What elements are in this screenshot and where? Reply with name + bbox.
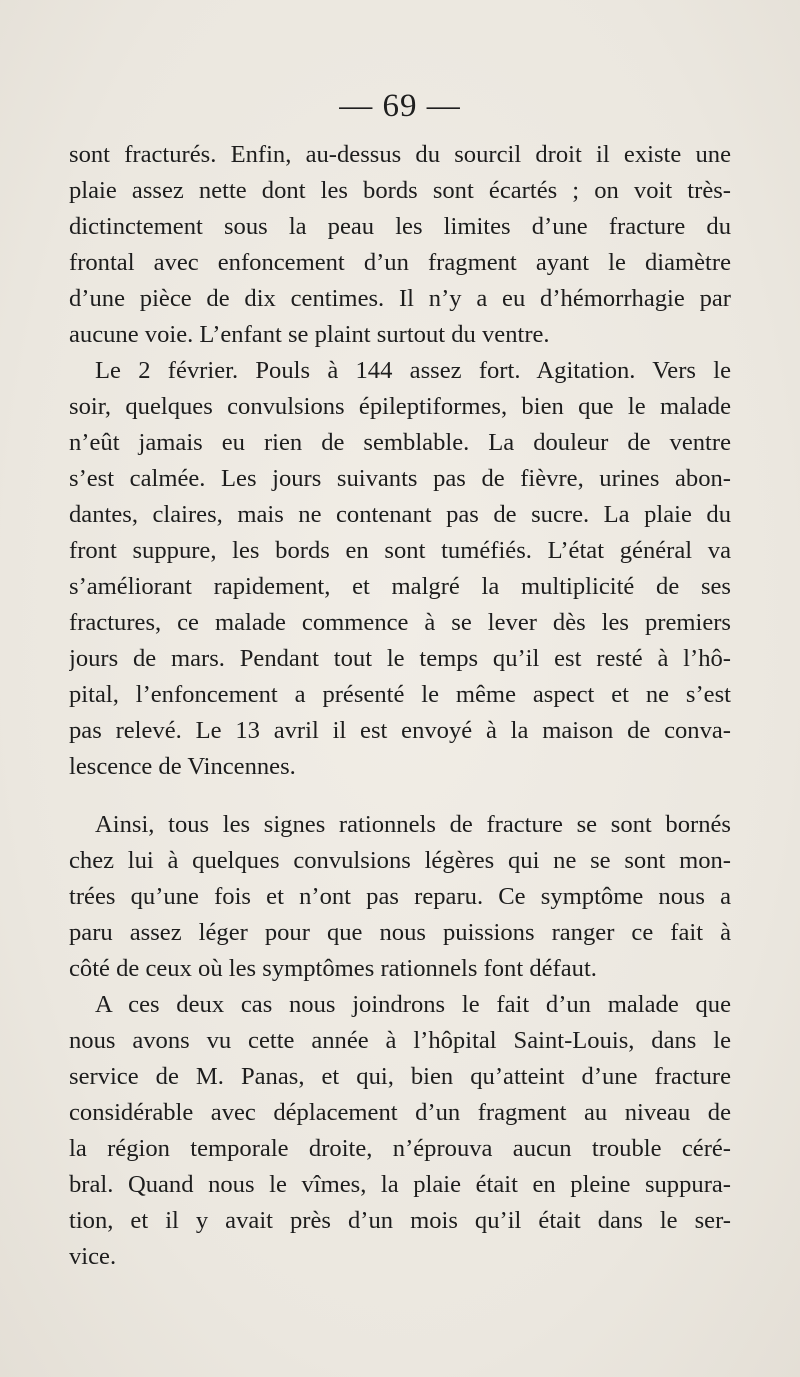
text-line: paru assez léger pour que nous puissions ranger ce fait à xyxy=(69,919,731,946)
text-line: vice. xyxy=(69,1243,117,1270)
text-line: front suppure, les bords en sont tuméfiés. L’état général va xyxy=(69,537,731,564)
text-line: s’améliorant rapidement, et malgré la multiplicité de ses xyxy=(69,573,731,600)
text-line: chez lui à quelques convulsions légères qui ne se sont mon- xyxy=(69,847,731,874)
text-line: Ainsi, tous les signes rationnels de fracture se sont bornés xyxy=(95,811,731,838)
text-line: soir, quelques convulsions épileptiformes, bien que le malade xyxy=(69,393,731,420)
text-line: considérable avec déplacement d’un fragment au niveau de xyxy=(69,1099,731,1126)
text-line: d’une pièce de dix centimes. Il n’y a eu d’hémorrhagie par xyxy=(69,285,731,312)
text-line: fractures, ce malade commence à se lever dès les premiers xyxy=(69,609,731,636)
body-text xyxy=(69,137,731,1275)
text-line: tion, et il y avait près d’un mois qu’il était dans le ser- xyxy=(69,1207,731,1234)
text-line: n’eût jamais eu rien de semblable. La douleur de ventre xyxy=(69,429,731,456)
text-line: dantes, claires, mais ne contenant pas de sucre. La plaie du xyxy=(69,501,731,528)
text-line: la région temporale droite, n’éprouva aucun trouble céré- xyxy=(69,1135,731,1162)
text-line: sont fracturés. Enfin, au-dessus du sourcil droit il existe une xyxy=(69,141,731,168)
text-line: aucune voie. L’enfant se plaint surtout du ventre. xyxy=(69,321,550,348)
text-line: nous avons vu cette année à l’hôpital Saint-Louis, dans le xyxy=(69,1027,731,1054)
text-line: jours de mars. Pendant tout le temps qu’il est resté à l’hô- xyxy=(69,645,731,672)
text-line: trées qu’une fois et n’ont pas reparu. Ce symptôme nous a xyxy=(69,883,731,910)
text-line: pital, l’enfoncement a présenté le même aspect et ne s’est xyxy=(69,681,731,708)
text-line: côté de ceux où les symptômes rationnels font défaut. xyxy=(69,955,597,982)
paragraph xyxy=(69,353,731,785)
paragraph-gap xyxy=(69,785,731,807)
text-line: pas relevé. Le 13 avril il est envoyé à la maison de conva- xyxy=(69,717,731,744)
text-line: service de M. Panas, et qui, bien qu’atteint d’une fracture xyxy=(69,1063,731,1090)
paragraph xyxy=(69,807,731,987)
text-line: A ces deux cas nous joindrons le fait d’un malade que xyxy=(95,991,731,1018)
text-line: lescence de Vincennes. xyxy=(69,753,296,780)
page-number: — 69 — xyxy=(339,88,461,124)
text-line: dictinctement sous la peau les limites d’une fracture du xyxy=(69,213,731,240)
text-line: frontal avec enfoncement d’un fragment ayant le diamètre xyxy=(69,249,731,276)
text-line: s’est calmée. Les jours suivants pas de fièvre, urines abon- xyxy=(69,465,731,492)
paragraph xyxy=(69,987,731,1275)
text-line: plaie assez nette dont les bords sont écartés ; on voit très- xyxy=(69,177,731,204)
paragraph xyxy=(69,137,731,353)
text-line: bral. Quand nous le vîmes, la plaie était en pleine suppura- xyxy=(69,1171,731,1198)
text-line: Le 2 février. Pouls à 144 assez fort. Agitation. Vers le xyxy=(95,357,731,384)
